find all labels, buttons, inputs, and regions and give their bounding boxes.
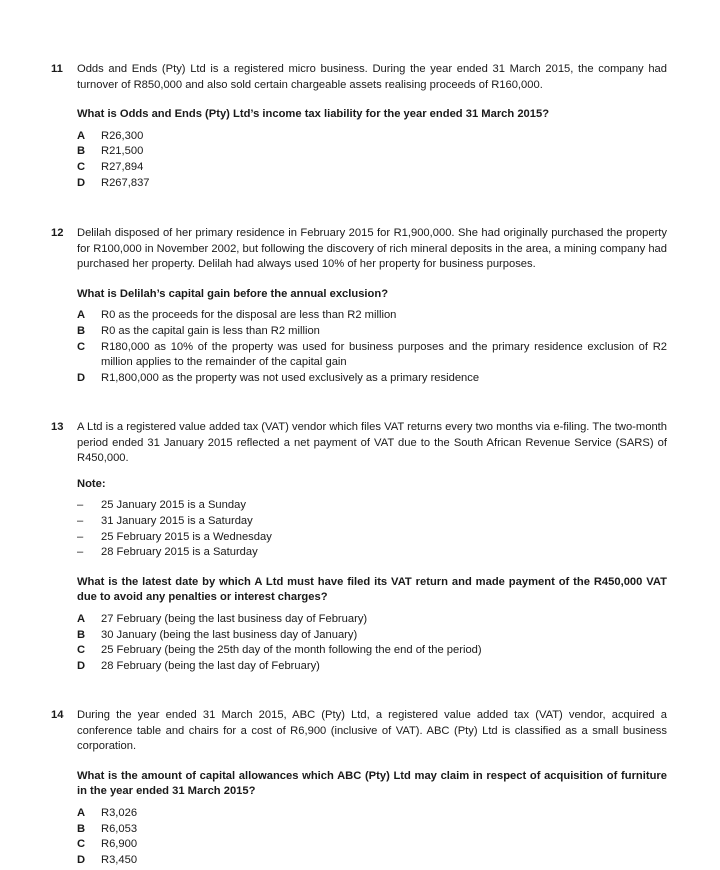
option-a[interactable]: A 27 February (being the last business day of February) bbox=[77, 612, 368, 625]
question-number: 11 bbox=[51, 63, 63, 75]
question-stem: Delilah disposed of her primary residence in February 2015 for R1,900,000. She had originally purchased the property for R100,000 in November 2002, but following the discovery of rich mineral deposits in the area, a mining company had purchased her property. Delilah had always used 10% of her property for business purposes. bbox=[77, 227, 667, 271]
option-c[interactable]: C R27,894 bbox=[77, 160, 144, 173]
question-14 bbox=[51, 708, 667, 868]
question-13 bbox=[51, 420, 667, 674]
question-stem: During the year ended 31 March 2015, ABC (Pty) Ltd, a registered value added tax (VAT) vendor, acquired a conference table and chairs for a cost of R6,900 (inclusive of VAT). ABC (Pty) Ltd is classified as a small business corporation. bbox=[77, 709, 667, 753]
question-number: 13 bbox=[51, 421, 64, 433]
option-c[interactable]: C 25 February (being the 25th day of the month following the end of the period) bbox=[77, 644, 482, 657]
note-item: – 31 January 2015 is a Saturday bbox=[77, 514, 253, 527]
note-item: – 28 February 2015 is a Saturday bbox=[77, 546, 258, 559]
option-b[interactable]: B R0 as the capital gain is less than R2 million bbox=[77, 324, 320, 337]
question-prompt: What is the latest date by which A Ltd must have filed its VAT return and made payment of the R450,000 VAT due to avoid any penalties or interest charges? bbox=[77, 575, 667, 604]
option-d[interactable]: D R1,800,000 as the property was not used exclusively as a primary residence bbox=[77, 371, 480, 384]
option-a[interactable]: A R0 as the proceeds for the disposal are less than R2 million bbox=[77, 309, 397, 322]
question-prompt: What is Odds and Ends (Pty) Ltd’s income tax liability for the year ended 31 March 2015? bbox=[77, 108, 550, 121]
option-b[interactable]: B R21,500 bbox=[77, 145, 144, 158]
note-item: – 25 February 2015 is a Wednesday bbox=[77, 530, 272, 543]
option-a[interactable]: A R3,026 bbox=[77, 806, 138, 819]
question-11 bbox=[51, 62, 667, 191]
answer-options bbox=[77, 806, 667, 868]
note-list bbox=[77, 498, 667, 560]
option-c[interactable]: C R6,900 bbox=[77, 838, 138, 851]
option-b[interactable]: B R6,053 bbox=[77, 822, 138, 835]
answer-options bbox=[77, 129, 667, 191]
option-a[interactable]: A R26,300 bbox=[77, 129, 144, 142]
question-stem: Odds and Ends (Pty) Ltd is a registered micro business. During the year ended 31 March 2015, the company had turnover of R850,000 and also sold certain chargeable assets realising proceeds of R160,000. bbox=[77, 63, 667, 91]
option-b[interactable]: B 30 January (being the last business day of January) bbox=[77, 628, 358, 641]
option-d[interactable]: D 28 February (being the last day of February) bbox=[77, 659, 320, 672]
question-number: 12 bbox=[51, 227, 64, 239]
answer-options bbox=[77, 308, 667, 386]
question-prompt: What is the amount of capital allowances which ABC (Pty) Ltd may claim in respect of acquisition of furniture in the year ended 31 March 2015? bbox=[77, 769, 667, 798]
question-stem: A Ltd is a registered value added tax (VAT) vendor which files VAT returns every two months via e-filing. The two-month period ended 31 January 2015 reflected a net payment of VAT due to the South African Revenue Service (SARS) of R450,000. bbox=[77, 421, 667, 465]
question-prompt: What is Delilah’s capital gain before the annual exclusion? bbox=[77, 287, 389, 300]
note-label: Note: bbox=[77, 477, 106, 490]
question-number: 14 bbox=[51, 709, 64, 721]
option-d[interactable]: D R3,450 bbox=[77, 853, 138, 866]
option-c[interactable]: C R180,000 as 10% of the property was used for business purposes and the primary residence exclusion of R2 million applies to the remainder of the capital gain bbox=[77, 340, 667, 369]
answer-options bbox=[77, 612, 667, 674]
question-12 bbox=[51, 226, 667, 386]
option-d[interactable]: D R267,837 bbox=[77, 176, 150, 189]
note-item: – 25 January 2015 is a Sunday bbox=[77, 499, 246, 512]
